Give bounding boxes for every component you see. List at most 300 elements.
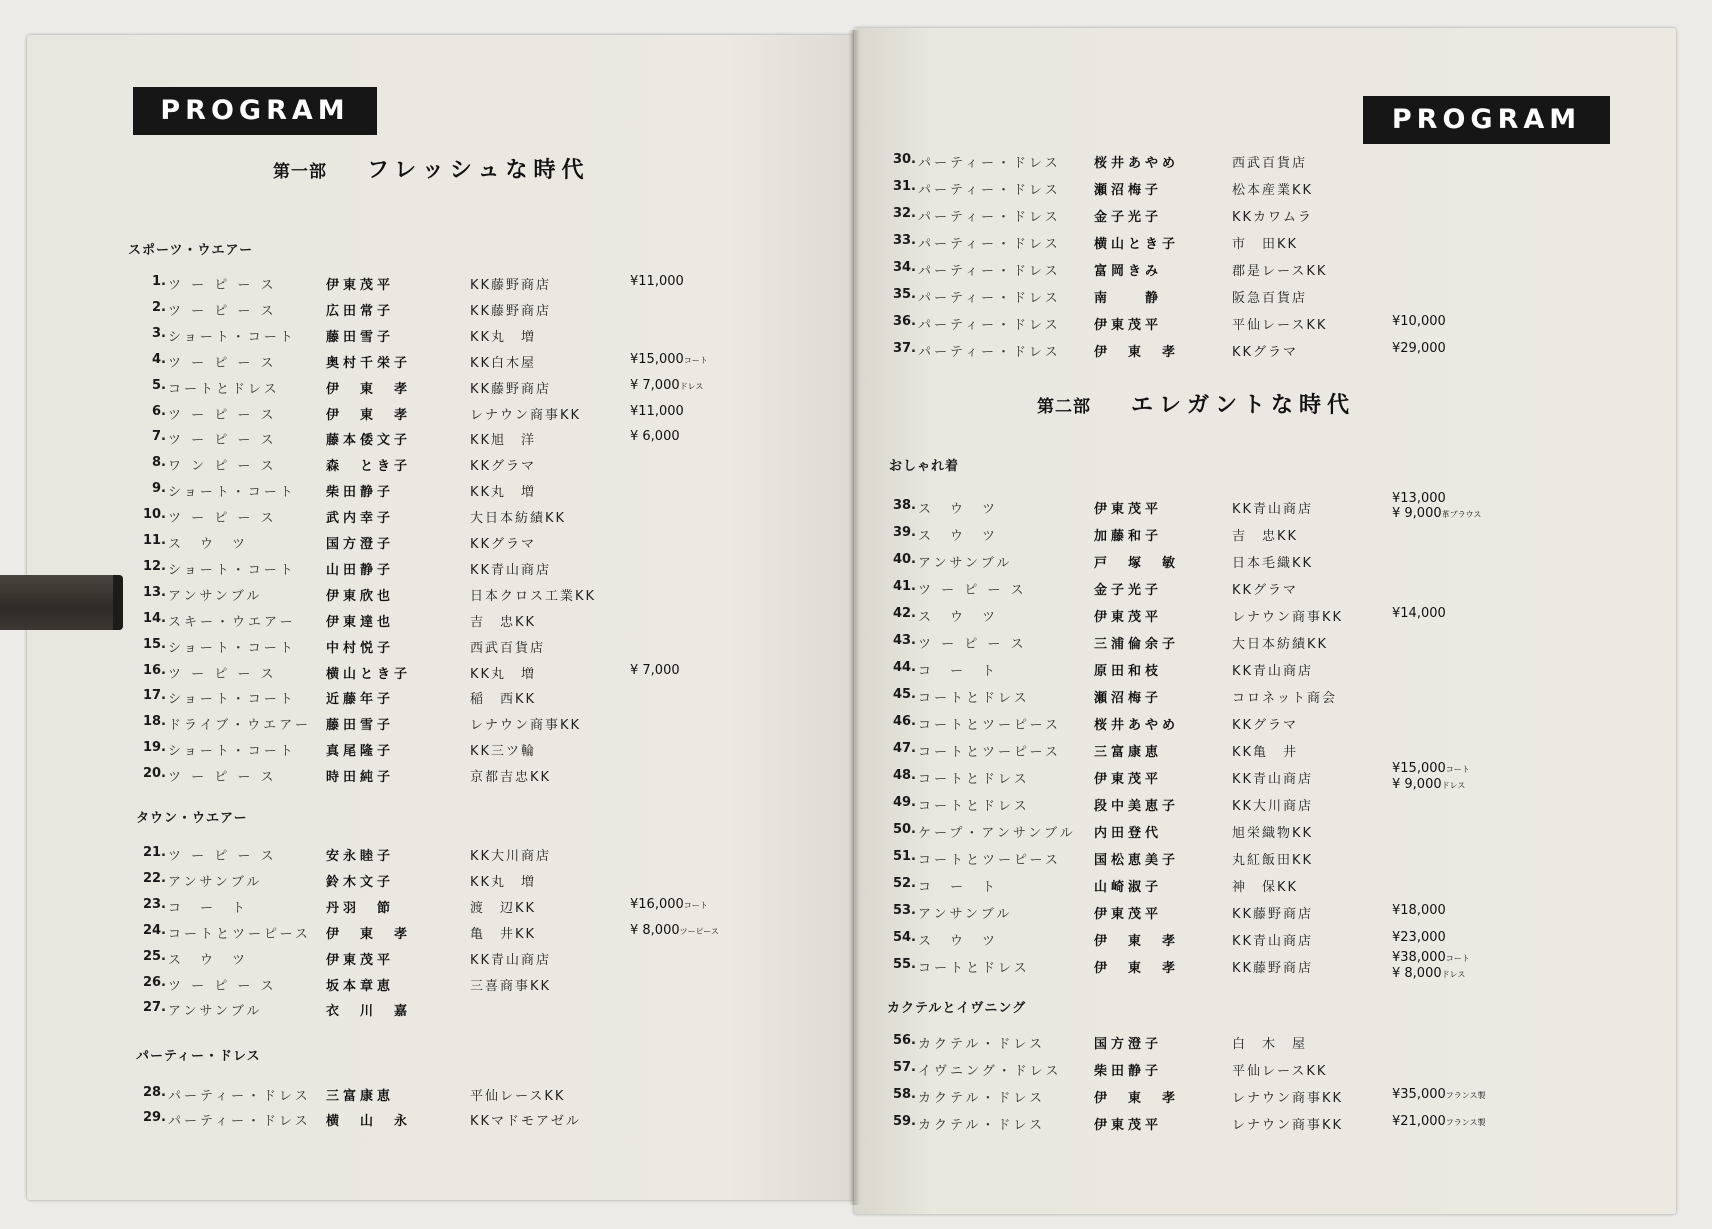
maker-name: 大日本紡績KK [1232,637,1329,652]
item-type: コートとドレス [168,381,280,397]
designer-name: 段中美恵子 [1094,799,1180,814]
item-number: 41. [892,579,916,594]
item-number: 1. [152,274,166,289]
section-heading: パーティー・ドレス [136,1049,261,1064]
part-name: エレガントな時代 [1131,393,1356,418]
item-type: ショート・コート [168,329,296,345]
item-number: 8. [152,455,166,471]
program-row [130,404,830,426]
maker-name: KK三ツ輪 [470,744,537,760]
price-line [1392,930,1446,945]
item-number: 2. [152,299,166,315]
program-row [130,1110,830,1132]
price-block [630,378,703,394]
maker-name: KKグラマ [1232,583,1299,598]
designer-name: 横山とき子 [1094,237,1180,252]
price-block [630,897,708,913]
designer-name: 丹羽 節 [326,900,395,916]
price-note: コート [1445,954,1470,963]
item-number: 22. [142,870,166,886]
program-row [880,206,1580,228]
item-number: 27. [142,1000,166,1016]
price-amount: ¥ 9,000 [1392,506,1442,521]
item-number: 48. [892,768,916,783]
program-row [880,579,1580,601]
item-number: 59. [892,1114,916,1129]
part-number: 第二部 [1037,397,1091,417]
item-number: 57. [892,1060,916,1075]
price-block [1392,903,1446,918]
price-block [1392,930,1446,945]
designer-name: 伊東茂平 [326,278,395,293]
program-row [130,326,830,348]
designer-name: 山崎淑子 [1094,880,1163,895]
part-two-title [1037,388,1355,419]
item-type: ケープ・アンサンブル [918,826,1076,841]
price-amount: ¥ 8,000 [1392,966,1442,981]
item-number: 56. [892,1033,916,1048]
designer-name: 伊東茂平 [1094,502,1163,517]
maker-name: KKグラマ [1232,345,1299,360]
maker-name: KK藤野商店 [470,278,552,293]
price-amount: ¥11,000 [630,274,684,289]
price-amount: ¥10,000 [1392,314,1446,329]
price-block [630,404,684,419]
item-type: コ ー ト [918,880,999,895]
program-row [880,287,1580,309]
item-type: ス ウ ツ [918,502,999,517]
item-number: 5. [152,377,166,393]
program-row [880,1087,1580,1109]
program-row [130,378,830,400]
item-type: アンサンブル [168,874,263,890]
price-line [1392,903,1446,918]
price-amount: ¥13,000 [1392,491,1446,506]
program-row [130,949,830,971]
item-type: ツ ー ピ ー ス [168,407,277,423]
maker-name: レナウン商事KK [470,407,582,423]
item-number: 38. [892,498,916,513]
designer-name: 南 静 [1094,291,1163,306]
item-type: コートとドレス [918,691,1030,706]
maker-name: 日本毛織KK [1232,556,1314,571]
maker-name: KK藤野商店 [1232,907,1314,922]
price-block [1392,1114,1486,1130]
item-number: 29. [142,1110,166,1125]
price-note: フランス製 [1445,1118,1486,1127]
price-amount: ¥16,000 [630,896,684,912]
item-type: ツ ー ピ ー ス [168,433,277,449]
designer-name: 伊東茂平 [1094,907,1163,922]
maker-name: 吉 忠KK [470,614,537,630]
designer-name: 加藤和子 [1094,529,1163,544]
item-type: パーティー・ドレス [918,210,1061,225]
price-line [1392,1114,1486,1130]
maker-name: KK青山商店 [470,952,552,968]
designer-name: 柴田静子 [1094,1064,1163,1079]
item-type: パーティー・ドレス [918,237,1061,252]
price-line [1392,506,1481,522]
maker-name: KK旭 洋 [470,433,537,449]
item-number: 50. [892,822,916,837]
program-row [880,525,1580,547]
price-line [630,429,680,444]
program-row [130,740,830,762]
item-type: コートとツーピース [918,853,1061,868]
program-row [880,876,1580,898]
program-row [130,1085,830,1107]
designer-name: 桜井あやめ [1094,718,1180,733]
program-row [880,152,1580,174]
designer-name: 伊 東 孝 [1094,934,1180,949]
item-type: イヴニング・ドレス [918,1064,1062,1079]
maker-name: 平仙レースKK [470,1089,566,1104]
bookmark-tab [0,575,123,630]
price-line [630,352,708,368]
maker-name: 平仙レースKK [1232,1064,1328,1079]
item-number: 34. [892,260,916,275]
designer-name: 森 とき子 [326,459,412,475]
designer-name: 安永睦子 [326,849,395,864]
program-row [130,611,830,633]
designer-name: 藤本倭文子 [326,433,412,449]
item-type: ショート・コート [168,744,296,760]
section-heading: カクテルとイヴニング [887,1001,1027,1016]
item-type: ス ウ ツ [918,934,999,949]
price-block [1392,341,1446,356]
designer-name: 三富康恵 [1094,745,1163,760]
maker-name: KK藤野商店 [470,381,552,397]
item-number: 13. [142,584,166,600]
designer-name: 桜井あやめ [1094,156,1180,171]
maker-name: 郡是レースKK [1232,264,1328,279]
price-amount: ¥11,000 [630,403,684,419]
item-type: パーティー・ドレス [918,264,1061,279]
designer-name: 中村悦子 [326,640,395,656]
program-row [880,741,1580,763]
item-type: カクテル・ドレス [918,1037,1045,1052]
item-type: スキー・ウエアー [168,614,296,630]
item-number: 58. [892,1087,916,1102]
item-type: ワ ン ピ ー ス [168,459,277,475]
price-line [1392,761,1470,777]
item-type: アンサンブル [168,588,263,604]
item-number: 39. [892,525,916,540]
item-number: 52. [892,876,916,891]
program-row [880,849,1580,871]
designer-name: 伊 東 孝 [1094,961,1180,976]
item-number: 16. [142,662,166,678]
section-heading: おしゃれ着 [889,459,960,474]
program-row [880,606,1580,628]
item-number: 32. [892,206,916,221]
item-number: 31. [892,179,916,194]
designer-name: 伊東茂平 [326,952,395,968]
designer-name: 山田静子 [326,562,395,578]
price-block [630,923,719,939]
maker-name: KKグラマ [470,459,537,475]
item-type: ショート・コート [168,692,296,708]
program-row [130,1000,830,1022]
item-number: 20. [142,766,166,782]
program-row [880,761,1580,792]
item-number: 44. [892,660,916,675]
price-amount: ¥23,000 [1392,930,1446,945]
maker-name: レナウン商事KK [1232,1118,1344,1133]
item-type: パーティー・ドレス [168,1089,311,1104]
designer-name: 金子光子 [1094,210,1163,225]
item-type: ス ウ ツ [918,529,999,544]
price-line [1392,491,1481,506]
maker-name: KK白木屋 [470,355,537,371]
item-number: 54. [892,930,916,945]
item-type: ス ウ ツ [168,952,249,968]
item-type: パーティー・ドレス [918,345,1061,360]
item-type: コートとツーピース [168,926,311,942]
item-type: ショート・コート [168,485,296,501]
item-type: パーティー・ドレス [918,291,1061,306]
designer-name: 伊東茂平 [1094,610,1163,625]
item-number: 45. [892,687,916,702]
item-type: コートとドレス [918,799,1030,814]
price-block [1392,606,1446,621]
item-number: 6. [152,403,166,419]
item-type: ツ ー ピ ー ス [168,666,277,682]
program-row [880,930,1580,952]
price-note: フランス製 [1445,1091,1486,1100]
designer-name: 伊 東 孝 [326,381,412,397]
price-line [630,923,719,939]
maker-name: KK青山商店 [1232,934,1314,949]
designer-name: 内田登代 [1094,826,1163,841]
item-number: 33. [892,233,916,248]
item-type: コ ー ト [918,664,999,679]
program-row [880,633,1580,655]
designer-name: 坂本章恵 [326,978,395,994]
price-block [630,352,708,368]
item-number: 36. [892,314,916,329]
price-amount: ¥14,000 [1392,606,1446,621]
maker-name: KK藤野商店 [470,303,552,319]
section-heading: タウン・ウエアー [136,811,248,826]
price-amount: ¥15,000 [1392,761,1446,776]
maker-name: KKカワムラ [1232,210,1313,225]
item-type: ツ ー ピ ー ス [168,770,277,786]
item-type: コ ー ト [168,900,249,916]
designer-name: 近藤年子 [326,692,395,708]
program-row [130,559,830,581]
program-row [880,233,1580,255]
item-type: ショート・コート [168,640,296,656]
price-block [1392,761,1470,793]
item-type: アンサンブル [918,907,1013,922]
price-line [630,663,680,678]
item-type: ツ ー ピ ー ス [168,278,277,293]
maker-name: KK亀 井 [1232,745,1299,760]
item-type: パーティー・ドレス [168,1114,311,1129]
item-number: 37. [892,341,916,356]
maker-name: 阪急百貨店 [1232,291,1308,306]
program-row [130,585,830,607]
designer-name: 三富康恵 [326,1089,395,1104]
program-row [130,274,830,296]
maker-name: KKマドモアゼル [470,1114,581,1129]
designer-name: 柴田静子 [326,485,395,501]
designer-name: 三浦倫余子 [1094,637,1180,652]
item-number: 47. [892,741,916,756]
designer-name: 横山とき子 [326,666,412,682]
designer-name: 伊東茂平 [1094,1118,1163,1133]
maker-name: レナウン商事KK [470,718,582,734]
item-number: 18. [142,714,166,730]
program-row [130,507,830,529]
item-number: 12. [142,558,166,574]
price-amount: ¥38,000 [1392,950,1446,965]
program-row [130,300,830,322]
program-row [130,688,830,710]
price-line [1392,341,1446,356]
maker-name: KK青山商店 [1232,772,1314,787]
price-amount: ¥ 8,000 [630,922,680,938]
program-row [880,950,1580,981]
program-row [880,795,1580,817]
program-row [130,429,830,451]
price-block [1392,1087,1486,1103]
program-row [880,314,1580,336]
maker-name: KK青山商店 [470,562,552,578]
price-line [1392,314,1446,329]
program-row [130,923,830,945]
item-number: 55. [892,957,916,972]
price-block [1392,491,1481,522]
maker-name: KK大川商店 [470,849,552,864]
price-note: ドレス [1441,970,1466,979]
item-number: 40. [892,552,916,567]
program-row [880,822,1580,844]
maker-name: KK大川商店 [1232,799,1314,814]
price-amount: ¥15,000 [630,351,684,367]
designer-name: 伊 東 孝 [1094,1091,1180,1106]
item-type: コートとツーピース [918,718,1061,733]
program-row [130,766,830,788]
designer-name: 武内幸子 [326,511,395,527]
designer-name: 鈴木文子 [326,874,395,890]
item-type: パーティー・ドレス [918,156,1061,171]
program-row [130,975,830,997]
designer-name: 伊東達也 [326,614,395,630]
designer-name: 伊東茂平 [1094,772,1163,787]
maker-name: KK藤野商店 [1232,961,1314,976]
maker-name: 三喜商事KK [470,978,552,994]
designer-name: 原田和枝 [1094,664,1163,679]
maker-name: コロネット商会 [1232,691,1338,706]
price-block [630,429,680,444]
maker-name: 渡 辺KK [470,900,537,916]
price-amount: ¥35,000 [1392,1087,1446,1102]
item-number: 53. [892,903,916,918]
price-note: ドレス [1441,781,1466,790]
maker-name: KK丸 増 [470,874,537,890]
designer-name: 藤田雪子 [326,718,395,734]
program-row [130,845,830,867]
item-type: ス ウ ツ [918,610,999,625]
price-amount: ¥21,000 [1392,1114,1446,1129]
designer-name: 衣 川 嘉 [326,1004,412,1020]
program-row [130,714,830,736]
maker-name: 丸紅飯田KK [1232,853,1314,868]
item-type: コートとドレス [918,772,1030,787]
maker-name: レナウン商事KK [1232,610,1344,625]
price-line [1392,966,1470,982]
maker-name: 市 田KK [1232,237,1299,252]
maker-name: 稲 西KK [470,692,537,708]
item-number: 10. [142,507,166,523]
price-amount: ¥18,000 [1392,903,1446,918]
program-row [880,687,1580,709]
program-row [130,871,830,893]
program-row [130,663,830,685]
item-type: コートとドレス [918,961,1030,976]
item-type: ツ ー ピ ー ス [168,849,277,864]
designer-name: 藤田雪子 [326,329,395,345]
designer-name: 伊 東 孝 [326,926,412,942]
program-row [130,533,830,555]
designer-name: 瀬沼梅子 [1094,183,1163,198]
item-type: カクテル・ドレス [918,1091,1045,1106]
section-heading: スポーツ・ウエアー [128,243,254,258]
item-number: 25. [142,948,166,964]
price-line [1392,950,1470,966]
item-number: 28. [142,1085,166,1100]
item-number: 26. [142,974,166,990]
price-note: コート [1445,765,1470,774]
price-line [1392,1087,1486,1103]
item-type: カクテル・ドレス [918,1118,1045,1133]
item-number: 4. [152,351,166,367]
program-row [880,491,1580,521]
price-amount: ¥29,000 [1392,341,1446,356]
designer-name: 戸 塚 敏 [1094,556,1180,571]
designer-name: 横 山 永 [326,1114,412,1129]
price-note: ツーピース [679,926,719,936]
item-type: ショート・コート [168,562,296,578]
program-row [130,481,830,503]
price-line [630,274,684,289]
designer-name: 広田常子 [326,303,395,319]
item-type: コートとツーピース [918,745,1061,760]
program-row [130,897,830,919]
price-amount: ¥ 6,000 [630,429,680,445]
designer-name: 伊東茂平 [1094,318,1163,333]
price-note: 革ブラウス [1441,510,1482,519]
price-line [630,404,684,419]
item-number: 43. [892,633,916,648]
part-one-title [273,153,589,184]
price-block [1392,950,1470,982]
price-amount: ¥ 9,000 [1392,777,1442,792]
item-number: 24. [142,922,166,938]
price-amount: ¥ 7,000 [630,377,680,393]
maker-name: レナウン商事KK [1232,1091,1344,1106]
part-name: フレッシュな時代 [367,158,590,183]
item-type: パーティー・ドレス [918,183,1061,198]
price-amount: ¥ 7,000 [630,662,680,678]
maker-name: KK丸 増 [470,485,537,501]
price-line [1392,777,1470,793]
program-row [880,1033,1580,1055]
maker-name: KK青山商店 [1232,502,1314,517]
program-row [880,341,1580,363]
